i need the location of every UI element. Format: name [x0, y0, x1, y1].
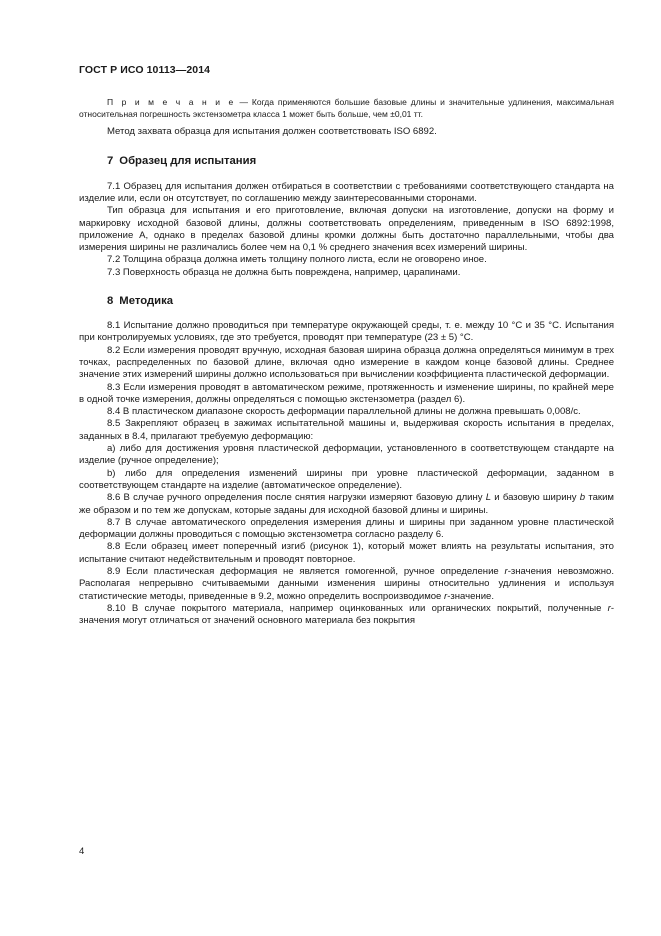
note-text: — Когда применяются большие базовые длины и значительные удлинения, максимальная относительная погрешность экстензометра класса 1 может быть больше, чем ±0,01 тт. [79, 97, 614, 120]
p89-text-c: -значение. [447, 590, 494, 602]
paragraph-8-10 [79, 603, 614, 628]
p89-text-b: -значения невозможно. Располагая непрерывно считываемыми данными изменения ширины относительно удлинения и используя статистические методы, приведенные в 9.2, можно определить воспроизводимое [79, 566, 614, 602]
paragraph-7-3: 7.3 Поверхность образца не должна быть повреждена, например, царапинами. [107, 266, 461, 278]
paragraph-8-9 [79, 566, 614, 603]
paragraph-8-5-a: a) либо для достижения уровня пластической деформации, установленного в соответствующем стандарте на изделие (ручное определение); [79, 443, 614, 467]
section-8-title: Методика [119, 295, 174, 308]
section-7-number: 7 [107, 154, 114, 167]
paragraph-8-2: 8.2 Если измерения проводят вручную, исходная базовая ширина образца должна определяться минимум в трех точках, распределенных по базовой длине, включая одно измерение в каждом конце базовой длины. Среднее значение этих измерений ширины должно использоваться при вычислении коэффициента пластической деформации. [79, 344, 614, 381]
paragraph-8-1: 8.1 Испытание должно проводиться при температуре окружающей среды, т. е. между 10 °C и 35 °C. Испытания при контролируемых условиях, где это требуется, проводят при температуре (23 ± 5) °C. [79, 320, 614, 344]
paragraph-8-4: 8.4 В пластическом диапазоне скорость деформации параллельной длины не должна превышать 0,008/с. [107, 406, 581, 418]
paragraph-8-5: 8.5 Закрепляют образец в зажимах испытательной машины и, выдерживая скорость испытания в пределах, заданных в 8.4, прилагают требуемую деформацию: [79, 418, 614, 442]
section-8-number: 8 [107, 295, 114, 308]
grip-method-paragraph: Метод захвата образца для испытания должен соответствовать ISO 6892. [107, 126, 437, 138]
note-label: П р и м е ч а н и е [107, 97, 236, 107]
p86-text-c: таким же образом и по тем же допускам, которые заданы для исходной базовой длины и ширины. [79, 492, 614, 516]
section-7-title: Образец для испытания [119, 154, 257, 167]
paragraph-7-1-type: Тип образца для испытания и его приготовление, включая допуски на изготовление, допуски на форму и маркировку исходной базовой длины, должны соответствовать определениям, приведенным в ISO 6892:1998, приложение A, однако в пределах базовой длины кромки должны быть достаточно параллельными, чтобы два измерения ширины не различались более чем на 0,1 % среднего значения всех измерений ширины. [79, 205, 614, 254]
var-b: b [579, 492, 586, 504]
var-L: L [485, 492, 492, 504]
page-number: 4 [79, 846, 85, 857]
p89-text-a: 8.9 Если пластическая деформация не является гомогенной, ручное определение [107, 566, 505, 578]
paragraph-8-7: 8.7 В случае автоматического определения измерения длины и ширины при заданном уровне пластической деформации должны проводиться с помощью экстензометра согласно разделу 6. [79, 516, 614, 541]
document-header: ГОСТ Р ИСО 10113—2014 [79, 64, 211, 76]
var-r: r [504, 566, 508, 578]
note-paragraph [79, 96, 614, 120]
p86-text-b: и базовую ширину [491, 492, 580, 504]
paragraph-8-5-b: b) либо для определения изменений ширины при уровне пластической деформации, заданном в соответствующем стандарте на изделие (автоматическое определение). [79, 467, 614, 491]
p810-text-b: -значения могут отличаться от значений основного материала без покрытия [79, 602, 614, 627]
p810-text-a: 8.10 В случае покрытого материала, например оцинкованных или органических покрытий, полученные [107, 602, 608, 614]
p86-text-a: 8.6 В случае ручного определения после снятия нагрузки измеряют базовую длину [107, 492, 486, 504]
section-8-heading [79, 294, 614, 308]
paragraph-7-1: 7.1 Образец для испытания должен отбираться в соответствии с требованиями соответствующего стандарта на изделие или, если он отсутствует, по соглашению между заинтересованными сторонами. [79, 180, 614, 204]
page-body [79, 96, 614, 628]
var-r: r [607, 602, 611, 614]
paragraph-7-2: 7.2 Толщина образца должна иметь толщину полного листа, если не оговорено иное. [107, 254, 487, 266]
section-7-heading [79, 154, 614, 168]
paragraph-8-6 [79, 492, 614, 517]
var-r: r [444, 590, 448, 602]
paragraph-8-3: 8.3 Если измерения проводят в автоматическом режиме, протяженность и изменение ширины, по крайней мере в одной точке измерения, должны определяться с помощью экстензометра (раздел 6). [79, 381, 614, 405]
paragraph-8-8: 8.8 Если образец имеет поперечный изгиб (рисунок 1), который может влиять на результаты испытания, это испытание считают недействительным и проводят повторное. [79, 541, 614, 565]
